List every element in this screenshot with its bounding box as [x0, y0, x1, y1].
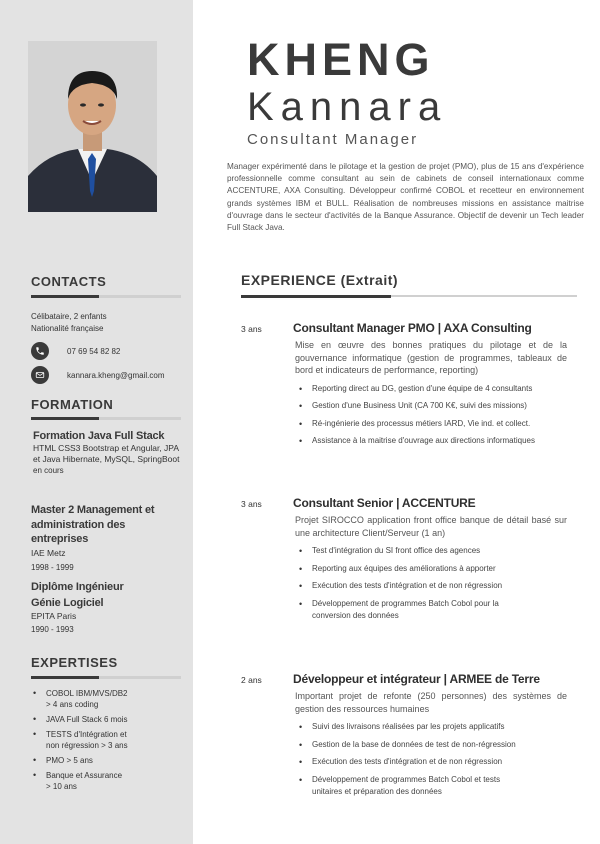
job-task: • Suivi des livraisons réalisées par les projets applicatifs	[297, 721, 577, 733]
job-task: • Exécution des tests d'intégration et de non régression	[297, 580, 577, 592]
experience-title: EXPERIENCE (Extrait)	[241, 272, 399, 288]
formation-item-title: Master 2 Management et administration des entreprises	[31, 504, 155, 545]
job-tasks	[297, 383, 586, 448]
formation-item-school: EPITA Paris	[31, 611, 77, 621]
formation-item	[31, 503, 171, 574]
job-task: • Gestion d'une Business Unit (CA 700 K€, suivi des missions)	[297, 400, 577, 412]
formation-item-school: HTML CSS3 Bootstrap et Angular, JPA et Java Hibernate, MySQL, SpringBoot	[33, 443, 180, 464]
last-name: KHENG	[247, 34, 435, 85]
formation-item-date: 1998 - 1999	[31, 562, 74, 572]
expertise-item: • TESTS d'Intégration et non régression > 3 ans	[33, 729, 188, 751]
formation-item	[33, 430, 191, 477]
expertise-item: • PMO > 5 ans	[33, 755, 188, 766]
job-task: • Reporting aux équipes des améliorations à apporter	[297, 563, 577, 575]
job-duration: 2 ans	[241, 675, 262, 685]
job-entry	[241, 496, 586, 627]
formation-item-date: en cours	[33, 466, 64, 475]
formation-item-date: 1990 - 1993	[31, 625, 74, 634]
profile-summary: Manager expérimenté dans le pilotage et la gestion de projet (PMO), plus de 15 ans d'expérience professionnelle comme consultant au sein de cabinets de conseil internationaux comme ACCENTURE, AXA Consulting. Développeur confirmé COBOL et recetteur en environnement grands systèmes IBM et BULL. Réalisation de nombreuses missions en assistance maitrise d'ouvrage dans le secteur d'activités de la Banque Assurance. Objectif de devenir un Tech leader Full Stack Java.	[227, 162, 584, 233]
job-title: Consultant Senior | ACCENTURE	[293, 496, 476, 510]
job-task: • Développement de programmes Batch Cobol et tests unitaires et préparation des données	[297, 774, 522, 798]
job-task: • Reporting direct au DG, gestion d'une équipe de 4 consultants	[297, 383, 577, 395]
profile-photo	[28, 41, 157, 212]
job-task: • Ré-ingénierie des processus métiers IARD, Vie ind. et collect.	[297, 418, 577, 430]
job-entry	[241, 672, 586, 803]
job-description: Important projet de refonte (250 personnes) des systèmes de gestion des ressources humaines	[295, 691, 567, 714]
contact-phone-row	[31, 342, 120, 360]
formation-divider	[31, 417, 181, 420]
expertises-title: EXPERTISES	[31, 655, 118, 670]
phone-icon	[31, 342, 49, 360]
job-role: Consultant Manager	[247, 131, 419, 148]
formation-title: FORMATION	[31, 397, 114, 412]
contacts-divider	[31, 295, 181, 298]
job-task: • Test d'intégration du SI front office des agences	[297, 545, 577, 557]
job-task: • Gestion de la base de données de test de non-régression	[297, 739, 577, 751]
contact-nationality: Nationalité française	[31, 324, 104, 333]
job-title: Développeur et intégrateur | ARMEE de Terre	[293, 672, 540, 686]
job-task: • Exécution des tests d'intégration et de non régression	[297, 756, 577, 768]
contact-civil-status: Célibataire, 2 enfants	[31, 312, 107, 321]
job-tasks	[297, 545, 586, 622]
expertises-divider	[31, 676, 181, 679]
expertise-item: • Banque et Assurance > 10 ans	[33, 770, 188, 792]
formation-item	[31, 580, 136, 636]
contacts-title: CONTACTS	[31, 274, 107, 289]
expertises-list	[33, 688, 188, 796]
job-task: • Développement de programmes Batch Cobol pour la conversion des données	[297, 598, 532, 622]
formation-item-title: Diplôme Ingénieur Génie Logiciel	[31, 581, 124, 609]
job-duration: 3 ans	[241, 324, 262, 334]
job-tasks	[297, 721, 586, 798]
job-description: Mise en œuvre des bonnes pratiques du pilotage et de la gouvernance informatique (gestion de programmes, tableaux de bord et indicateurs de performance, reporting)	[295, 340, 567, 375]
job-task: • Assistance à la maitrise d'ouvrage aux directions informatiques	[297, 435, 577, 447]
email-icon	[31, 366, 49, 384]
expertise-item: • COBOL IBM/MVS/DB2 > 4 ans coding	[33, 688, 188, 710]
contact-email-row	[31, 366, 165, 384]
formation-item-title: Formation Java Full Stack	[33, 430, 165, 442]
contact-phone[interactable]: 07 69 54 82 82	[67, 346, 121, 356]
job-duration: 3 ans	[241, 499, 262, 509]
job-entry	[241, 321, 586, 453]
contact-email[interactable]: kannara.kheng@gmail.com	[67, 370, 165, 380]
experience-divider	[241, 295, 577, 297]
expertise-item: • JAVA Full Stack 6 mois	[33, 714, 188, 725]
job-description: Projet SIROCCO application front office banque de détail basé sur une architecture Client/Serveur (1 an)	[295, 515, 567, 538]
first-name: Kannara	[247, 85, 448, 129]
job-title: Consultant Manager PMO | AXA Consulting	[293, 321, 532, 335]
formation-item-school: IAE Metz	[31, 547, 66, 558]
